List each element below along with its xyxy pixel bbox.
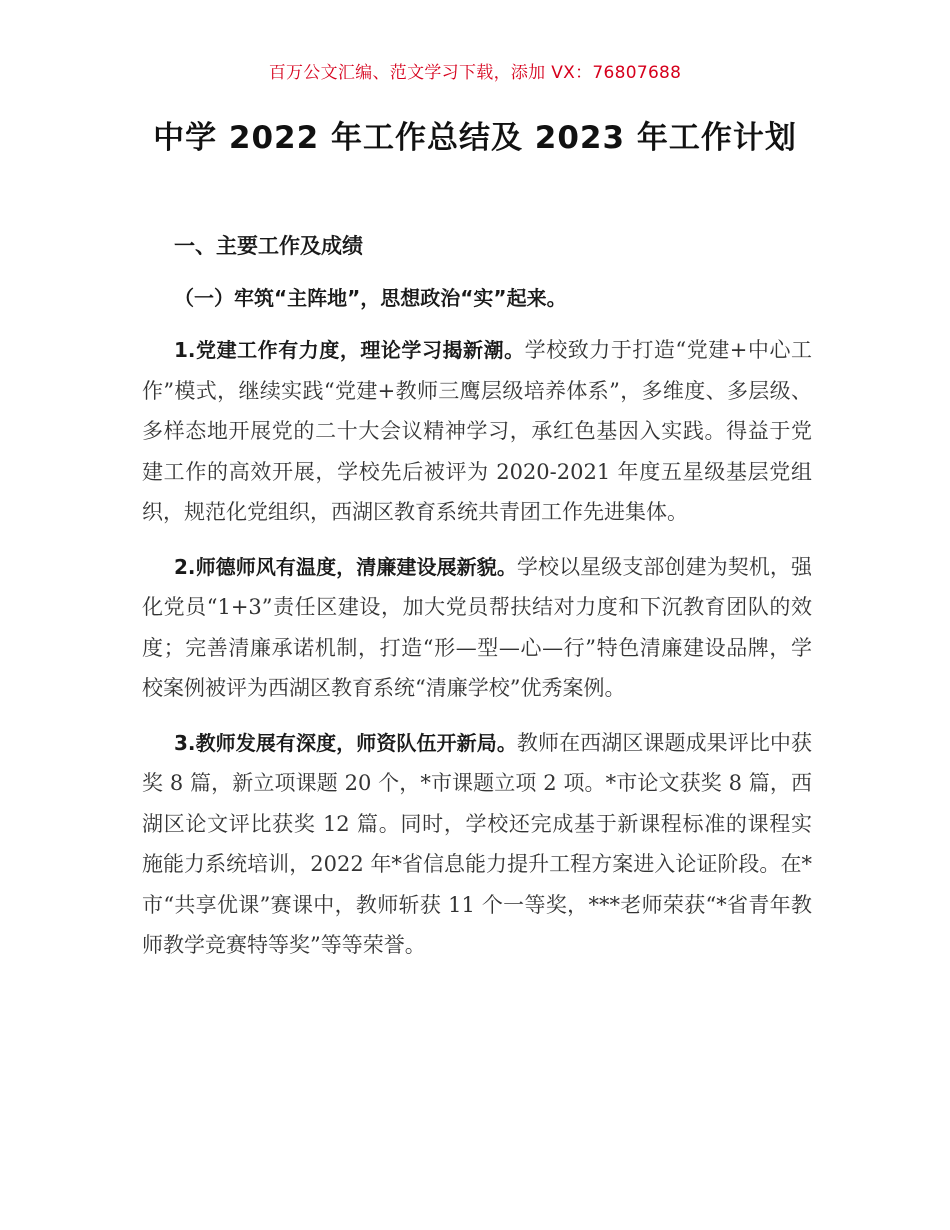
paragraph-party-building bbox=[142, 330, 812, 533]
paragraph-body: 学校致力于打造“党建+中心工作”模式，继续实践“党建+教师三鹰层级培养体系”，多维度、多层级、多样态地开展党的二十大会议精神学习，承红色基因入实践。得益于党建工作的高效开展，学校先后被评为 2020-2021 年度五星级基层党组织，规范化党组织，西湖区教育系统共青团工作先进集体。 bbox=[142, 338, 812, 524]
section-heading: 一、主要工作及成绩 bbox=[174, 234, 363, 258]
watermark-banner: 百万公文汇编、范文学习下载，添加 VX：76807688 bbox=[268, 63, 682, 83]
subsection-heading: （一）牢筑“主阵地”，思想政治“实”起来。 bbox=[174, 286, 567, 310]
document-body bbox=[142, 226, 812, 980]
paragraph-teacher-development bbox=[142, 723, 812, 966]
paragraph-lead: 3.教师发展有深度，师资队伍开新局。 bbox=[174, 730, 517, 755]
document-title: 中学 2022 年工作总结及 2023 年工作计划 bbox=[153, 120, 797, 156]
paragraph-body: 教师在西湖区课题成果评比中获奖 8 篇，新立项课题 20 个，*市课题立项 2 项。*市论文获奖 8 篇，西湖区论文评比获奖 12 篇。同时，学校还完成基于新课程标准的课程实施能力系统培训，2022 年*省信息能力提升工程方案进入论证阶段。在*市“共享优课”赛课中，教师斩获 11 个一等奖，***老师荣获“*省青年教师教学竞赛特等奖”等等荣誉。 bbox=[142, 730, 812, 957]
paragraph-lead: 1.党建工作有力度，理论学习揭新潮。 bbox=[174, 338, 525, 362]
paragraph-teacher-ethics bbox=[142, 547, 812, 709]
paragraph-lead: 2.师德师风有温度，清廉建设展新貌。 bbox=[174, 554, 517, 579]
paragraph-body: 学校以星级支部创建为契机，强化党员“1+3”责任区建设，加大党员帮扶结对力度和下沉教育团队的效度；完善清廉承诺机制，打造“形—型—心—行”特色清廉建设品牌，学校案例被评为西湖区教育系统“清廉学校”优秀案例。 bbox=[142, 554, 812, 700]
